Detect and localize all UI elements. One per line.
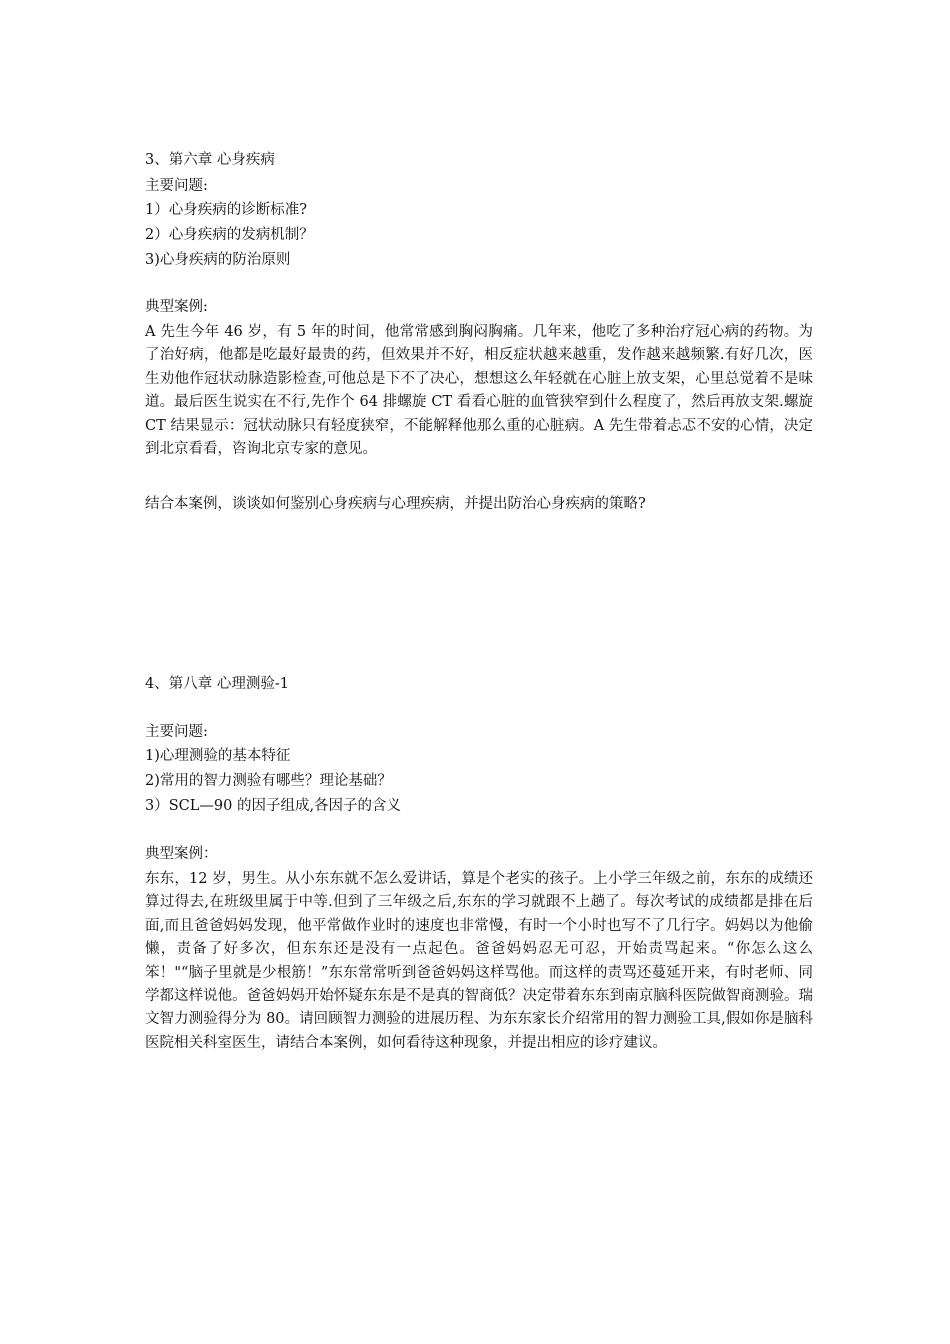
section4-question-3: 3）SCL—90 的因子组成,各因子的含义	[145, 798, 402, 814]
section4-case-label: 典型案例：	[145, 846, 218, 862]
section4-case-text: 东东，12 岁，男生。从小东东就不怎么爱讲话，算是个老实的孩子。上小学三年级之前，东东的成绩还算过得去,在班级里属于中等.但到了三年级之后,东东的学习就跟不上趟了。每次考试的成绩都是排在后面,而且爸爸妈妈发现，他平常做作业时的速度也非常慢，有时一个小时也写不了几行字。妈妈以为他偷懒，责备了好多次，但东东还是没有一点起色。爸爸妈妈忍无可忍，开始责骂起来。“你怎么这么笨！"“脑子里就是少根筋！”东东常常听到爸爸妈妈这样骂他。而这样的责骂还蔓延开来，有时老师、同学都这样说他。爸爸妈妈开始怀疑东东是不是真的智商低？决定带着东东到南京脑科医院做智商测验。瑞文智力测验得分为 80。请回顾智力测验的进展历程、为东东家长介绍常用的智力测验工具,假如你是脑科医院相关科室医生，请结合本案例，如何看待这种现象，并提出相应的诊疗建议。	[145, 871, 813, 1051]
section3-question-2: 2）心身疾病的发病机制？	[145, 227, 314, 243]
section3-prompt: 结合本案例，谈谈如何鉴别心身疾病与心理疾病，并提出防治心身疾病的策略?	[145, 496, 646, 512]
section3-question-1: 1）心身疾病的诊断标准?	[145, 202, 307, 218]
section3-question-3: 3)心身疾病的防治原则	[145, 252, 291, 268]
section4-question-2: 2)常用的智力测验有哪些？理论基础？	[145, 773, 392, 789]
section4-questions-label: 主要问题:	[145, 724, 208, 740]
section3-case-text: A 先生今年 46 岁，有 5 年的时间，他常常感到胸闷胸痛。几年来，他吃了多种治疗冠心病的药物。为了治好病，他都是吃最好最贵的药，但效果并不好，相反症状越来越重，发作越来越频繁.有好几次，医生劝他作冠状动脉造影检查,可他总是下不了决心，想想这么年轻就在心脏上放支架，心里总觉着不是味道。最后医生说实在不行,先作个 64 排螺旋 CT 看看心脏的血管狭窄到什么程度了，然后再放支架.螺旋 CT 结果显示：冠状动脉只有轻度狭窄，不能解释他那么重的心脏病。A 先生带着忐忑不安的心情，决定到北京看看，咨询北京专家的意见。	[145, 324, 813, 458]
section3-case-label: 典型案例:	[145, 299, 208, 315]
section4-question-1: 1)心理测验的基本特征	[145, 748, 291, 764]
section4-title: 4、第八章 心理测验-1	[145, 676, 289, 692]
section3-title: 3、第六章 心身疾病	[145, 152, 275, 168]
section3-questions-label: 主要问题:	[145, 178, 208, 194]
